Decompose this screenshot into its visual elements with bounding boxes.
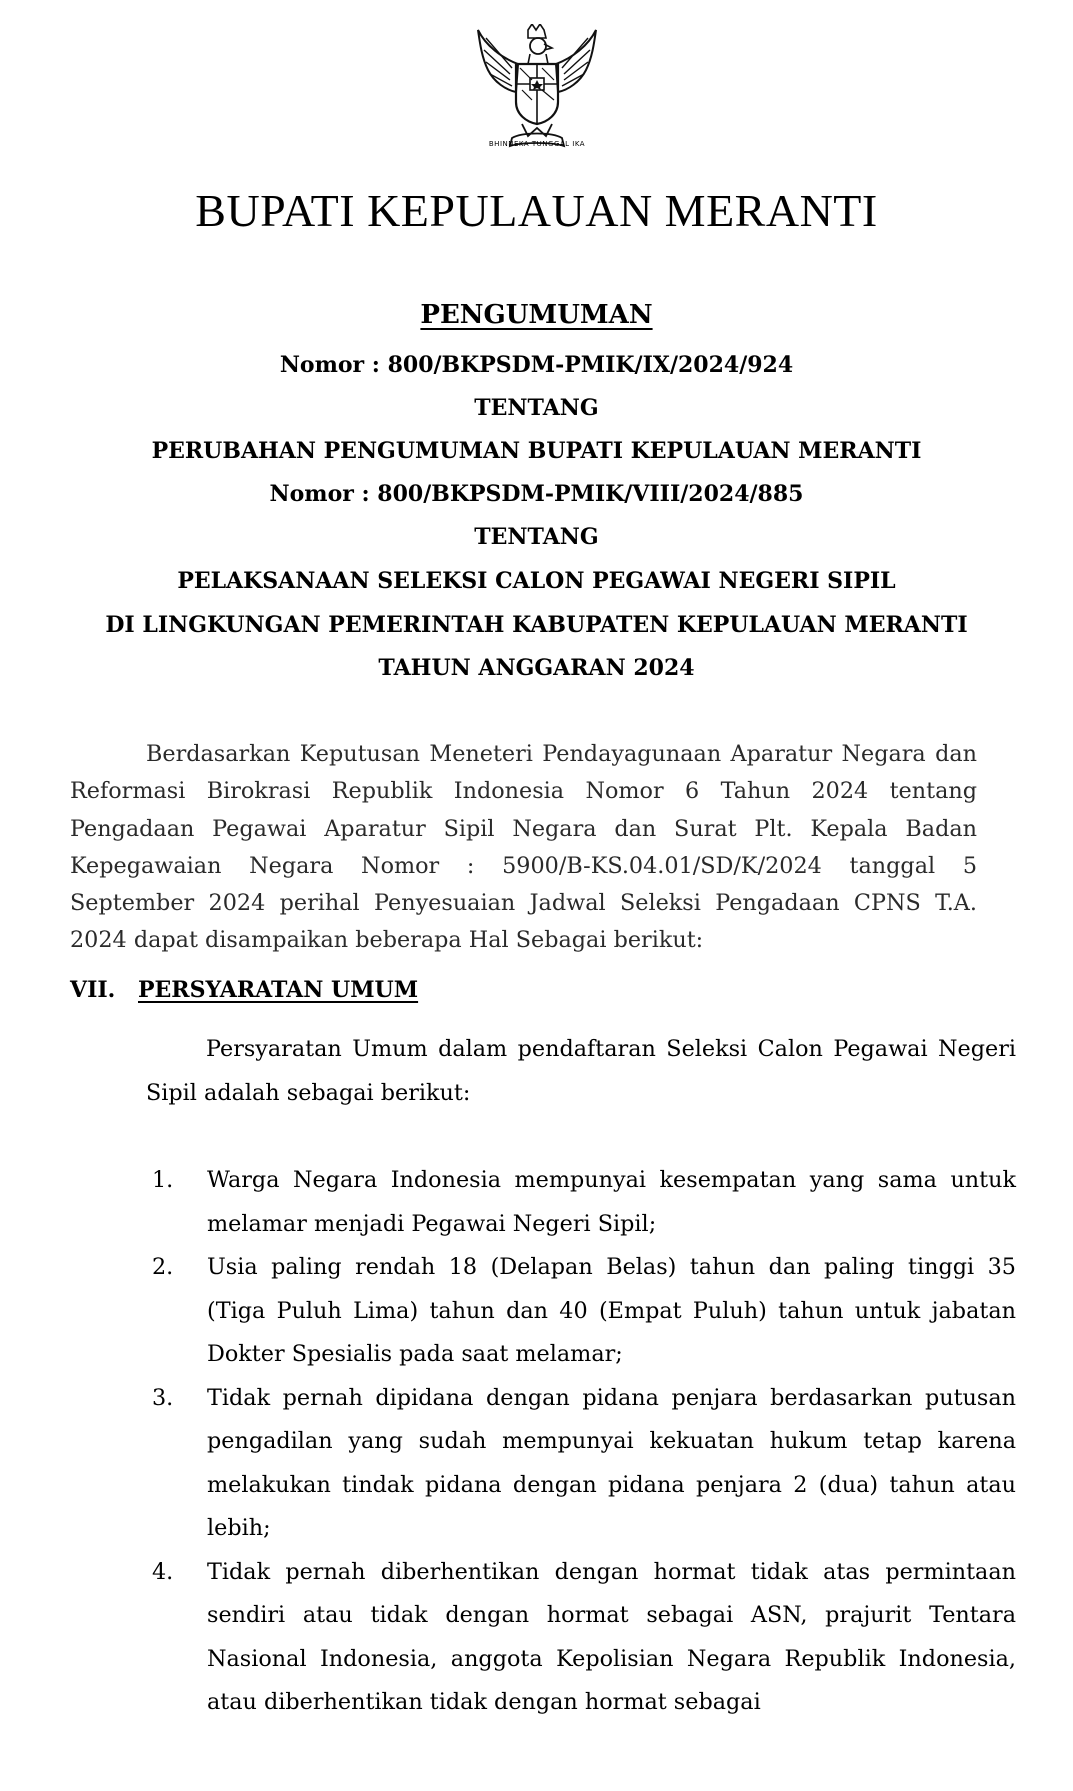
emblem-motto: BHINNEKA TUNGGAL IKA [488,140,586,148]
amendment-title: PERUBAHAN PENGUMUMAN BUPATI KEPULAUAN MERANTI [151,438,922,464]
announcement-number: Nomor : 800/BKPSDM-PMIK/IX/2024/924 [279,352,794,378]
list-item [146,1159,1016,1246]
about-heading-2: TENTANG [474,524,599,550]
subject-line-1: PELAKSANAAN SELEKSI CALON PEGAWAI NEGERI SIPIL [177,568,896,594]
garuda-pancasila-emblem-icon [472,24,602,162]
about-heading-1: TENTANG [474,395,599,421]
list-item-number: 2. [152,1254,174,1280]
list-item-text: Warga Negara Indonesia mempunyai kesempatan yang sama untuk melamar menjadi Pegawai Negeri Sipil; [207,1167,1016,1237]
section-heading [70,977,418,1003]
section-title: PERSYARATAN UMUM [138,977,419,1003]
list-item-text: Tidak pernah diberhentikan dengan hormat tidak atas permintaan sendiri atau tidak dengan hormat sebagai ASN, prajurit Tentara Nasional Indonesia, anggota Kepolisian Negara Republik Indonesia, atau diberhentikan tidak dengan hormat sebagai [207,1558,1016,1715]
list-item [146,1377,1016,1551]
subject-line-3: TAHUN ANGGARAN 2024 [378,655,695,681]
list-item [146,1246,1016,1377]
regent-title: BUPATI KEPULAUAN MERANTI [195,185,878,236]
list-item-text: Tidak pernah dipidana dengan pidana penjara berdasarkan putusan pengadilan yang sudah mempunyai kekuatan hukum tetap karena melakukan tindak pidana dengan pidana penjara 2 (dua) tahun atau lebih; [207,1384,1016,1541]
list-item-text: Usia paling rendah 18 (Delapan Belas) tahun dan paling tinggi 35 (Tiga Puluh Lima) tahun dan 40 (Empat Puluh) tahun untuk jabatan Dokter Spesialis pada saat melamar; [207,1254,1016,1367]
section-number: VII. [70,977,116,1003]
list-item-number: 1. [152,1167,174,1193]
amended-number: Nomor : 800/BKPSDM-PMIK/VIII/2024/885 [269,481,804,507]
announcement-title: PENGUMUMAN [420,300,653,330]
list-item-number: 4. [152,1558,174,1585]
subject-line-2: DI LINGKUNGAN PEMERINTAH KABUPATEN KEPULAUAN MERANTI [105,612,968,638]
list-item [146,1551,1016,1725]
list-item-number: 3. [152,1384,174,1411]
requirements-list [146,1159,1016,1725]
intro-paragraph: Berdasarkan Keputusan Meneteri Pendayagunaan Aparatur Negara dan Reformasi Birokrasi Republik Indonesia Nomor 6 Tahun 2024 tentang Pengadaan Pegawai Aparatur Sipil Negara dan Surat Plt. Kepala Badan Kepegawaian Negara Nomor : 5900/B-KS.04.01/SD/K/2024 tanggal 5 September 2024 perihal Penyesuaian Jadwal Seleksi Pengadaan CPNS T.A. 2024 dapat disampaikan beberapa Hal Sebagai berikut: [70,741,977,954]
section-intro: Persyaratan Umum dalam pendaftaran Seleksi Calon Pegawai Negeri Sipil adalah sebagai berikut: [146,1036,1016,1106]
